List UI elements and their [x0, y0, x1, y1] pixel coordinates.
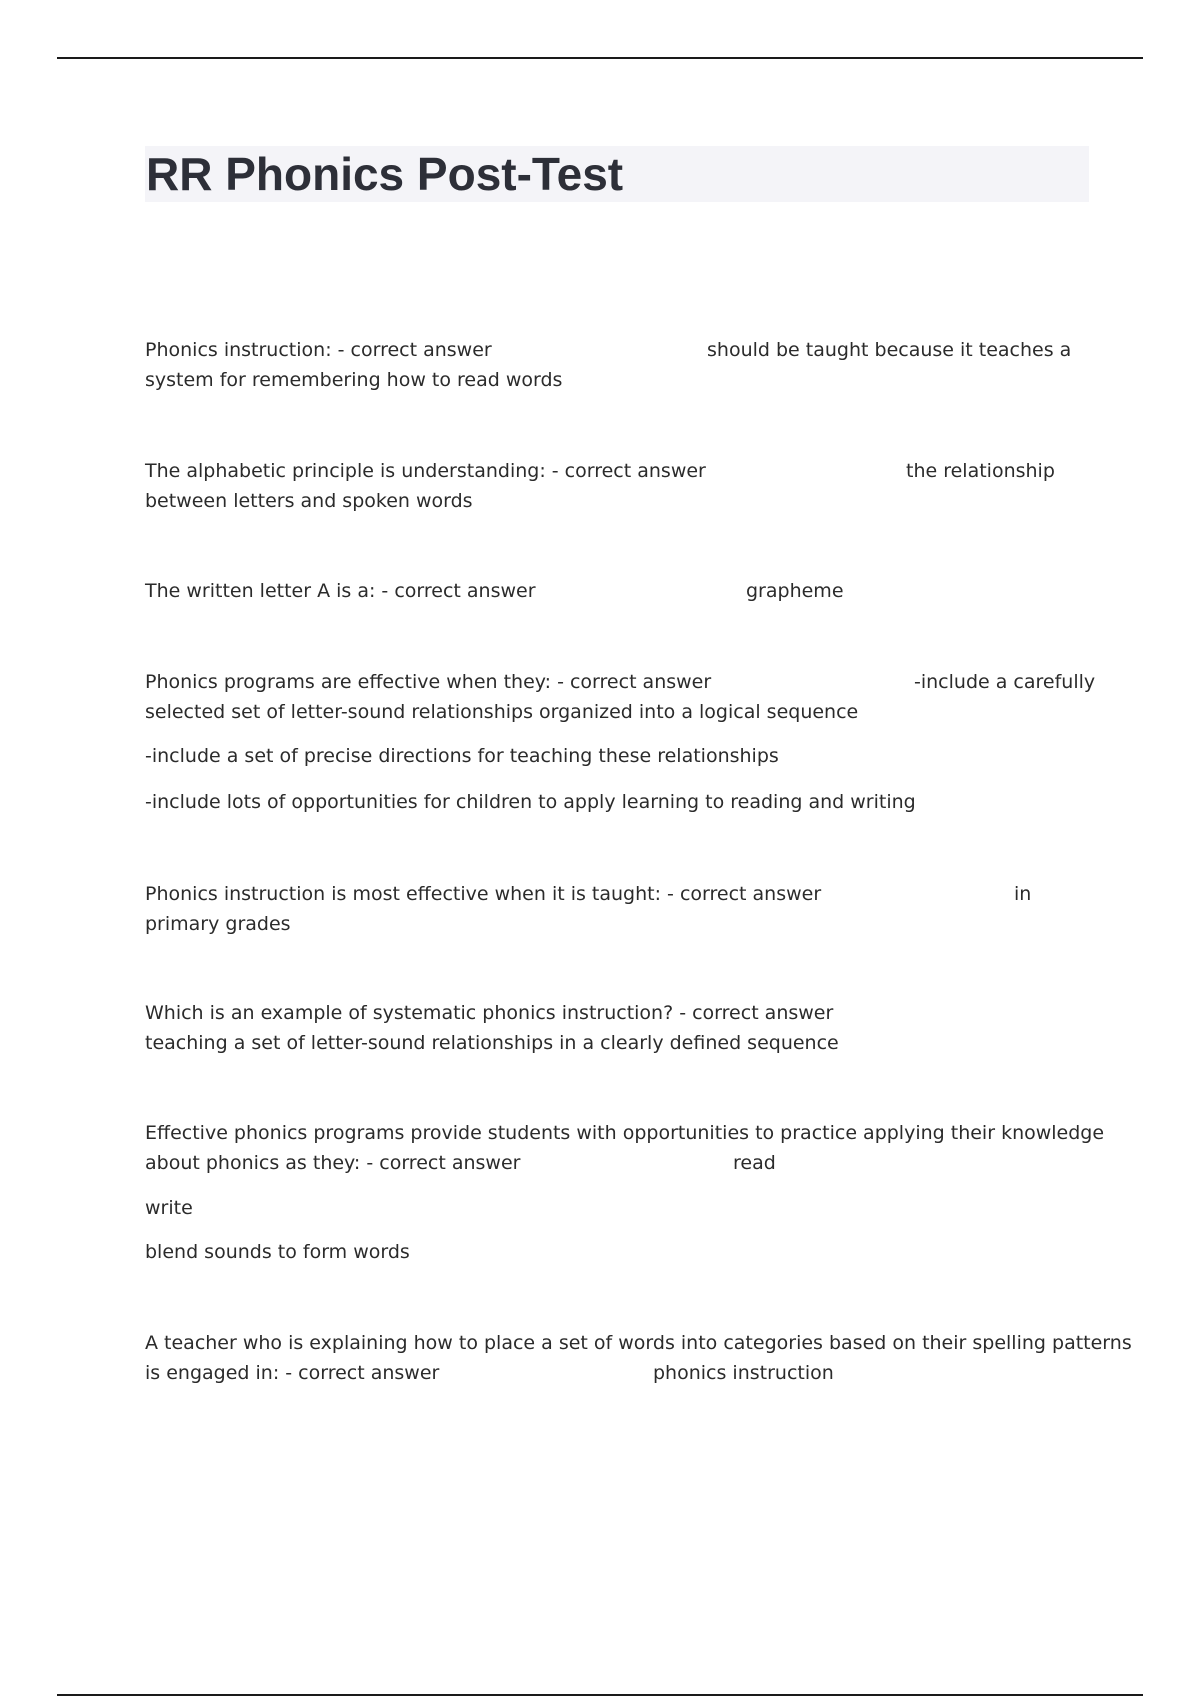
qa-item: [145, 667, 1096, 817]
answer-text: the relationship: [906, 460, 1055, 482]
qa-item: [145, 576, 1089, 606]
question-text: Phonics instruction: - correct answer: [145, 339, 492, 361]
top-rule: [57, 57, 1143, 59]
qa-item: [145, 1328, 1132, 1388]
qa-line: [145, 667, 1096, 697]
qa-line: [145, 456, 1089, 486]
question-text: A teacher who is explaining how to place a set of words into categories based on their spelling patterns: [145, 1332, 1132, 1354]
answer-text: grapheme: [746, 580, 844, 602]
qa-line: [145, 576, 1089, 606]
qa-item: [145, 1118, 1105, 1267]
qa-item: [145, 335, 1089, 395]
answer-text: -include a carefully: [914, 671, 1096, 693]
question-text: Effective phonics programs provide students with opportunities to practice applying their knowledge: [145, 1122, 1105, 1144]
answer-text: in: [1014, 883, 1032, 905]
question-text: Phonics programs are effective when they: - correct answer: [145, 671, 712, 693]
answer-extra-line: -include a set of precise directions for teaching these relationships: [145, 745, 779, 767]
question-text: The alphabetic principle is understanding: - correct answer: [145, 460, 706, 482]
page-title: RR Phonics Post-Test: [146, 148, 624, 200]
qa-line: [145, 1148, 1089, 1178]
answer-continuation: selected set of letter-sound relationships organized into a logical sequence: [145, 701, 859, 723]
answer-text: should be taught because it teaches a: [707, 339, 1072, 361]
bottom-rule: [57, 1694, 1143, 1696]
answer-continuation: teaching a set of letter-sound relationships in a clearly defined sequence: [145, 1032, 839, 1054]
qa-line: [145, 879, 1089, 909]
question-text: Which is an example of systematic phonics instruction? - correct answer: [145, 1002, 834, 1024]
question-text: Phonics instruction is most effective when it is taught: - correct answer: [145, 883, 822, 905]
answer-continuation: primary grades: [145, 913, 291, 935]
answer-extra-line: -include lots of opportunities for children to apply learning to reading and writing: [145, 791, 916, 813]
answer-extra-line: write: [145, 1197, 193, 1219]
answer-text: read: [733, 1152, 776, 1174]
qa-item: [145, 998, 1089, 1058]
question-text: about phonics as they: - correct answer: [145, 1152, 521, 1174]
question-text: is engaged in: - correct answer: [145, 1362, 440, 1384]
answer-continuation: system for remembering how to read words: [145, 369, 563, 391]
qa-line: [145, 998, 1089, 1028]
question-text: The written letter A is a: - correct answer: [145, 580, 536, 602]
qa-line: [145, 1358, 1089, 1388]
qa-line: [145, 335, 1089, 365]
answer-continuation: between letters and spoken words: [145, 490, 473, 512]
qa-item: [145, 879, 1089, 939]
answer-extra-line: blend sounds to form words: [145, 1241, 410, 1263]
qa-item: [145, 456, 1089, 516]
answer-text: phonics instruction: [653, 1362, 834, 1384]
